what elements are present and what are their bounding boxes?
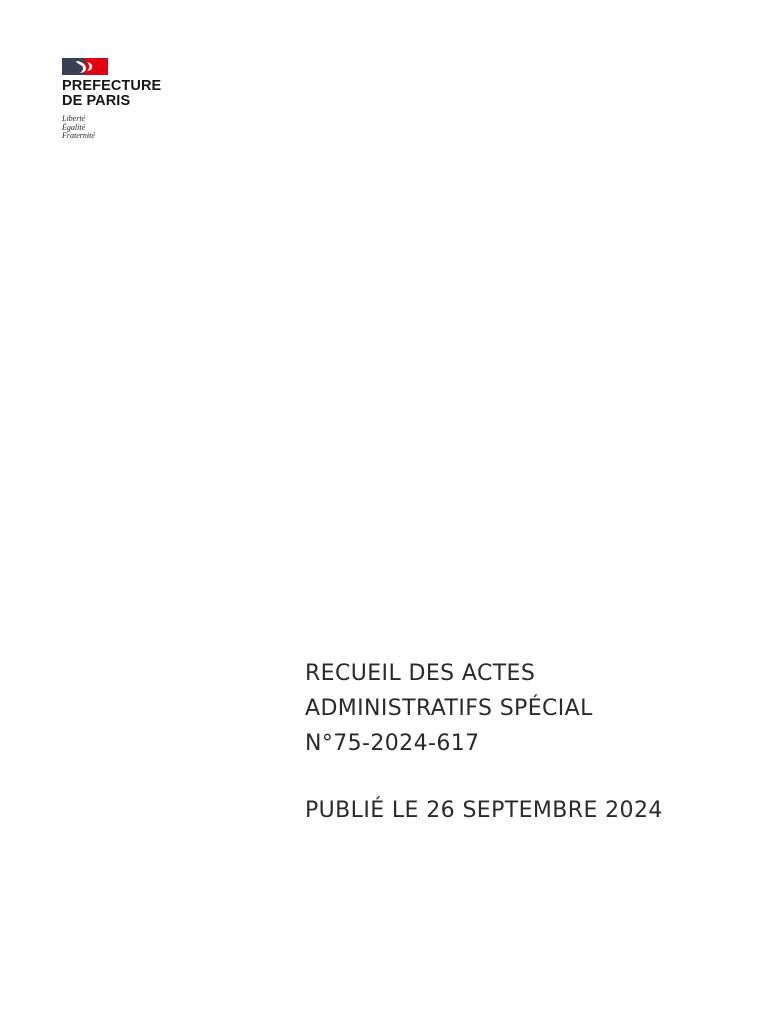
cover-title bbox=[305, 656, 745, 761]
prefecture-logo bbox=[62, 58, 182, 141]
prefecture-name bbox=[62, 79, 182, 109]
prefecture-name-line2: DE PARIS bbox=[62, 93, 131, 109]
marianne-logo-icon bbox=[62, 58, 108, 75]
motto-fraternite: Fraternité bbox=[62, 131, 95, 140]
cover-title-line-2: ADMINISTRATIFS SPÉCIAL bbox=[305, 696, 593, 721]
prefecture-name-line1: PREFECTURE bbox=[62, 78, 162, 94]
republic-motto bbox=[62, 115, 182, 141]
motto-egalite: Égalité bbox=[62, 122, 86, 132]
publication-date: PUBLIÉ LE 26 SEPTEMBRE 2024 bbox=[305, 798, 663, 823]
cover-title-line-3: N°75-2024-617 bbox=[305, 731, 480, 756]
cover-title-line-1: RECUEIL DES ACTES bbox=[305, 661, 536, 686]
motto-liberte: Liberté bbox=[62, 114, 86, 123]
